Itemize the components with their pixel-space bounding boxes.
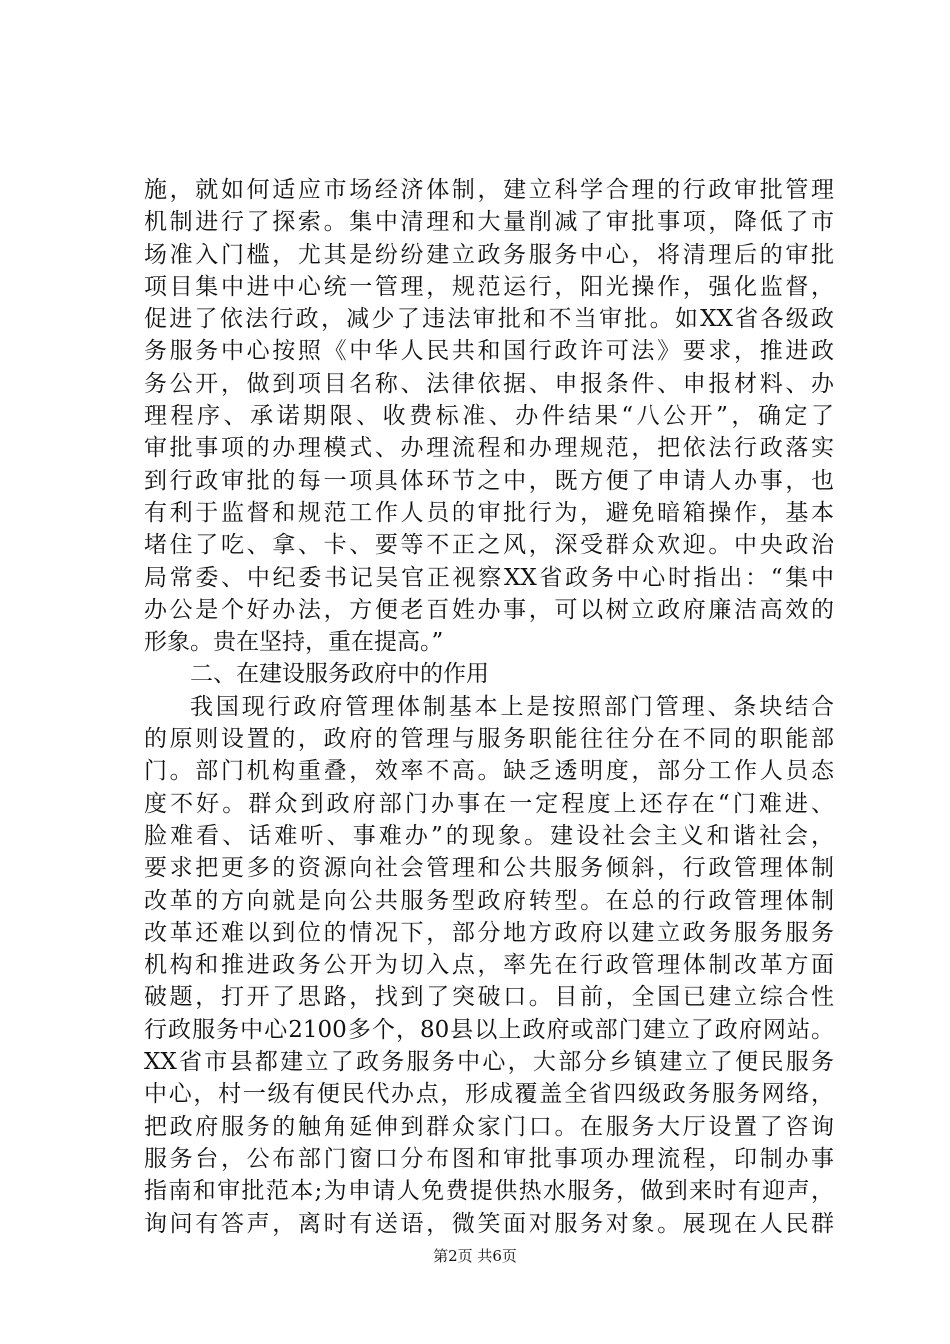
text-line: 务公开，做到项目名称、法律依据、申报条件、申报材料、办: [144, 370, 834, 397]
text-line: 要求把更多的资源向社会管理和公共服务倾斜，行政管理体制: [144, 855, 834, 882]
text-line: 理程序、承诺期限、收费标准、办件结果“八公开”，确定了: [144, 403, 834, 430]
text-line: 行政服务中心2100多个，80县以上政府或部门建立了政府网站。: [144, 1016, 834, 1043]
text-line: 破题，打开了思路，找到了突破口。目前，全国已建立综合性: [144, 984, 834, 1011]
text-line: 的原则设置的，政府的管理与服务职能往往分在不同的职能部: [144, 726, 834, 753]
text-line: 有利于监督和规范工作人员的审批行为，避免暗箱操作，基本: [144, 499, 834, 526]
text-line: 门。部门机构重叠，效率不高。缺乏透明度，部分工作人员态: [144, 758, 834, 785]
text-line: 询问有答声，离时有送语，微笑面对服务对象。展现在人民群: [144, 1210, 834, 1237]
section-heading: 二、在建设服务政府中的作用: [190, 661, 489, 688]
text-line: 施，就如何适应市场经济体制，建立科学合理的行政审批管理: [144, 177, 834, 203]
text-line: 堵住了吃、拿、卡、要等不正之风，深受群众欢迎。中央政治: [144, 532, 834, 559]
text-line: 服务台，公布部门窗口分布图和审批事项办理流程，印制办事: [144, 1145, 834, 1172]
text-line: 改革的方向就是向公共服务型政府转型。在总的行政管理体制: [144, 887, 834, 914]
text-line: 我国现行政府管理体制基本上是按照部门管理、条块结合: [190, 693, 834, 720]
paragraph-2: [144, 691, 834, 1240]
text-line: 审批事项的办理模式、办理流程和办理规范，把依法行政落实: [144, 435, 834, 462]
text-line: 促进了依法行政，减少了违法审批和不当审批。如XX省各级政: [144, 306, 834, 333]
text-line: 机制进行了探索。集中清理和大量削减了审批事项，降低了市: [144, 209, 834, 236]
text-line: 脸难看、话难听、事难办”的现象。建设社会主义和谐社会，: [144, 822, 834, 849]
page-number: 第2页 共6页: [433, 1247, 517, 1265]
text-line: 度不好。群众到政府部门办事在一定程度上还存在“门难进、: [144, 790, 834, 817]
page-footer: [0, 1245, 950, 1266]
text-line: 改革还难以到位的情况下，部分地方政府以建立政务服务服务: [144, 919, 834, 946]
text-line: 办公是个好办法，方便老百姓办事，可以树立政府廉洁高效的: [144, 596, 834, 623]
text-line: 项目集中进中心统一管理，规范运行，阳光操作，强化监督，: [144, 273, 834, 300]
text-line: 形象。贵在坚持，重在提高。”: [144, 629, 444, 656]
text-line: 场准入门槛，尤其是纷纷建立政务服务中心，将清理后的审批: [144, 241, 834, 268]
text-line: 把政府服务的触角延伸到群众家门口。在服务大厅设置了咨询: [144, 1113, 834, 1140]
text-line: 中心，村一级有便民代办点，形成覆盖全省四级政务服务网络，: [144, 1081, 834, 1108]
text-line: 指南和审批范本;为申请人免费提供热水服务，做到来时有迎声，: [144, 1178, 834, 1205]
text-line: 到行政审批的每一项具体环节之中，既方便了申请人办事，也: [144, 467, 834, 494]
text-line: XX省市县都建立了政务服务中心，大部分乡镇建立了便民服务: [144, 1049, 834, 1076]
text-line: 务服务中心按照《中华人民共和国行政许可法》要求，推进政: [144, 338, 834, 365]
text-line: 局常委、中纪委书记吴官正视察XX省政务中心时指出：“集中: [144, 564, 834, 591]
paragraph-1: [144, 174, 834, 658]
document-body: [144, 174, 834, 1240]
text-line: 机构和推进政务公开为切入点，率先在行政管理体制改革方面: [144, 952, 834, 979]
